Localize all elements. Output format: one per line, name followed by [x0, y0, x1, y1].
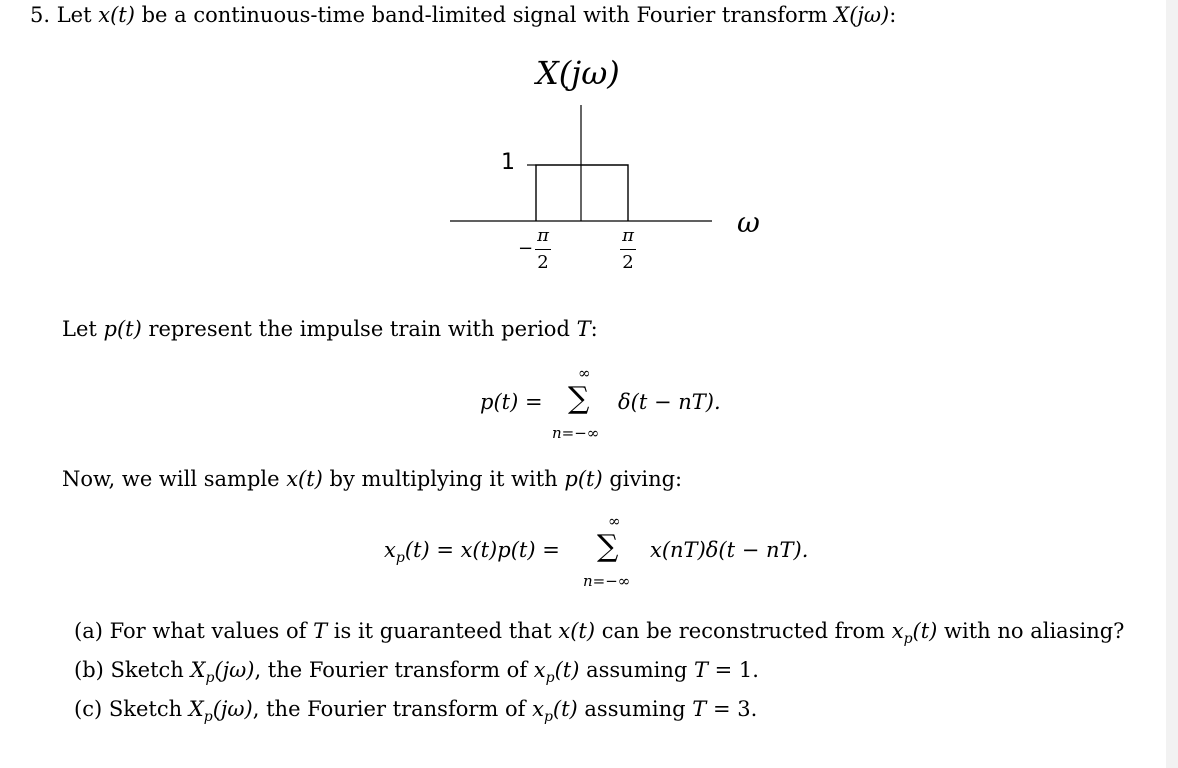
eq1-lower-limit: n=−∞	[552, 424, 600, 442]
question-b	[74, 657, 759, 691]
qc-text-4: = 3.	[706, 697, 758, 721]
qc-text-3: assuming	[577, 697, 693, 721]
right-tick-num: π	[622, 225, 634, 246]
impulse-text-2: represent the impulse train with period	[141, 317, 577, 341]
qb-text-4: = 1.	[707, 658, 759, 682]
qa-xp-t: (t)	[912, 619, 938, 643]
plot-title: X(jω)	[536, 54, 620, 92]
omega-axis-label: ω	[737, 206, 760, 239]
left-tick-den: 2	[537, 252, 549, 273]
qb-X: X	[190, 658, 206, 682]
eq1-lhs: p(t) =	[480, 390, 543, 414]
minus-sign: −	[518, 238, 534, 259]
left-tick-label	[518, 225, 555, 273]
qc-text-2: , the Fourier transform of	[252, 697, 533, 721]
eq2-body: x(nT)δ(t − nT).	[650, 538, 809, 562]
intro-text-3: :	[889, 3, 897, 27]
qc-X: X	[188, 697, 204, 721]
intro-text-2: be a continuous-time band-limited signal with Fourier transform	[134, 3, 835, 27]
intro-x-t: x(t)	[98, 3, 135, 27]
qb-text-1: Sketch	[110, 658, 191, 682]
qc-X-arg: (jω)	[212, 697, 253, 721]
qc-xp: x	[532, 697, 544, 721]
spectrum-plot	[0, 0, 1178, 300]
eq2-x: x	[384, 538, 396, 562]
qc-xp-sub: p	[543, 709, 553, 726]
qa-x-t: x(t)	[558, 619, 596, 643]
qa-xp: x	[891, 619, 904, 643]
qb-xp-t: (t)	[554, 658, 580, 682]
qc-text-1: Sketch	[108, 697, 189, 721]
amplitude-label: 1	[501, 150, 515, 175]
qc-T: T	[692, 697, 707, 721]
qb-T: T	[693, 658, 708, 682]
qa-xp-sub: p	[903, 631, 913, 648]
sample-x-t: x(t)	[286, 467, 323, 491]
qb-text-3: assuming	[579, 658, 694, 682]
qa-text-4: with no aliasing?	[937, 619, 1125, 643]
intro-text-1: Let	[56, 3, 99, 27]
sampling-sentence	[62, 466, 682, 492]
question-b-label: (b)	[74, 658, 104, 682]
question-a-label: (a)	[74, 619, 103, 643]
fraction-bar	[535, 249, 551, 250]
left-tick-num: π	[537, 225, 549, 246]
eq2-sub-p: p	[395, 550, 405, 567]
question-a	[74, 618, 1124, 652]
eq2-sum-symbol: ∑	[597, 529, 619, 564]
sample-text-1: Now, we will sample	[62, 467, 287, 491]
sample-text-2: by multiplying it with	[322, 467, 565, 491]
impulse-T: T	[576, 317, 591, 341]
qc-xp-t: (t)	[552, 697, 578, 721]
question-c-label: (c)	[74, 697, 103, 721]
right-tick-den: 2	[622, 252, 634, 273]
qb-xp-sub: p	[545, 670, 555, 687]
qb-X-arg: (jω)	[214, 658, 255, 682]
problem-number: 5.	[30, 3, 51, 27]
eq2-upper-limit: ∞	[608, 512, 621, 530]
qa-text-3: can be reconstructed from	[595, 619, 892, 643]
qb-text-2: , the Fourier transform of	[254, 658, 534, 682]
impulse-train-sentence	[62, 316, 598, 342]
eq1-upper-limit: ∞	[578, 364, 591, 382]
eq1-sum-symbol: ∑	[568, 381, 590, 416]
eq1-body: δ(t − nT).	[618, 390, 721, 414]
qa-T: T	[313, 619, 328, 643]
fraction-bar	[620, 249, 636, 250]
qc-X-sub: p	[203, 709, 213, 726]
question-c	[74, 696, 757, 730]
impulse-p-t: p(t)	[103, 317, 142, 341]
impulse-text-3: :	[590, 317, 598, 341]
qa-text-1: For what values of	[109, 619, 314, 643]
eq2-lower-limit: n=−∞	[583, 572, 631, 590]
sample-p-t: p(t)	[564, 467, 603, 491]
rect-spectrum	[536, 165, 628, 221]
qa-text-2: is it guaranteed that	[327, 619, 559, 643]
right-tick-label	[616, 226, 640, 273]
eq2-lhs-rest: (t) = x(t)p(t) =	[404, 538, 560, 562]
sample-text-3: giving:	[602, 467, 683, 491]
qb-xp: x	[533, 658, 546, 682]
eq2-lhs	[384, 538, 560, 566]
qb-X-sub: p	[205, 670, 215, 687]
intro-X-jw: X(jω)	[834, 3, 890, 27]
impulse-text-1: Let	[62, 317, 104, 341]
